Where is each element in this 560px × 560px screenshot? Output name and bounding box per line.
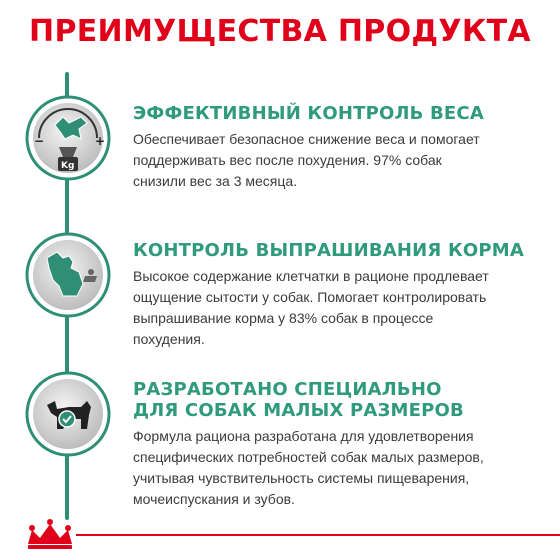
badge-kg-label: Kg: [61, 161, 75, 171]
small-dog-checkmark-icon: [25, 371, 111, 457]
benefit-text-line: учитывая чувствительность системы пищеварения,: [133, 470, 470, 486]
benefit-description: [133, 129, 553, 192]
benefit-weight-control: [133, 103, 553, 192]
svg-text:−: −: [34, 134, 45, 148]
benefit-heading-line: ЭФФЕКТИВНЫЙ КОНТРОЛЬ ВЕСА: [133, 103, 484, 124]
benefit-heading: [133, 103, 553, 124]
svg-text:+: +: [95, 134, 106, 148]
page-title: ПРЕИМУЩЕСТВА ПРОДУКТА: [29, 14, 531, 49]
benefit-text-line: Обеспечивает безопасное снижение веса и помогает: [133, 131, 480, 147]
benefit-heading: [133, 240, 553, 261]
weight-scale-dog-icon: [25, 95, 111, 181]
benefit-text-line: мочеиспускания и зубов.: [133, 491, 295, 507]
footer-divider: [76, 534, 560, 536]
benefit-text-line: выпрашивание корма у 83% собак в процессе: [133, 310, 434, 326]
benefit-small-breeds: [133, 379, 553, 510]
benefit-text-line: Формула рациона разработана для удовлетворения: [133, 428, 474, 444]
benefit-text-line: снизили вес за 3 месяца.: [133, 173, 298, 189]
benefit-description: [133, 266, 553, 350]
benefit-text-line: ощущение сытости у собак. Помогает контролировать: [133, 289, 487, 305]
benefit-heading-line: ДЛЯ СОБАК МАЛЫХ РАЗМЕРОВ: [133, 400, 464, 421]
benefit-heading: [133, 379, 553, 421]
benefit-begging-control: [133, 240, 553, 350]
benefit-text-line: Высокое содержание клетчатки в рационе продлевает: [133, 268, 489, 284]
benefit-text-line: поддерживать вес после похудения. 97% собак: [133, 152, 442, 168]
footer: [0, 514, 560, 560]
royal-canin-crown-icon: [20, 518, 80, 552]
benefit-text-line: специфических потребностей собак малых размеров,: [133, 449, 484, 465]
benefit-text-line: похудения.: [133, 331, 205, 347]
benefit-heading-line: КОНТРОЛЬ ВЫПРАШИВАНИЯ КОРМА: [133, 240, 525, 261]
begging-dog-icon: [25, 232, 111, 318]
benefit-heading-line: РАЗРАБОТАНО СПЕЦИАЛЬНО: [133, 379, 442, 400]
benefit-description: [133, 426, 553, 510]
